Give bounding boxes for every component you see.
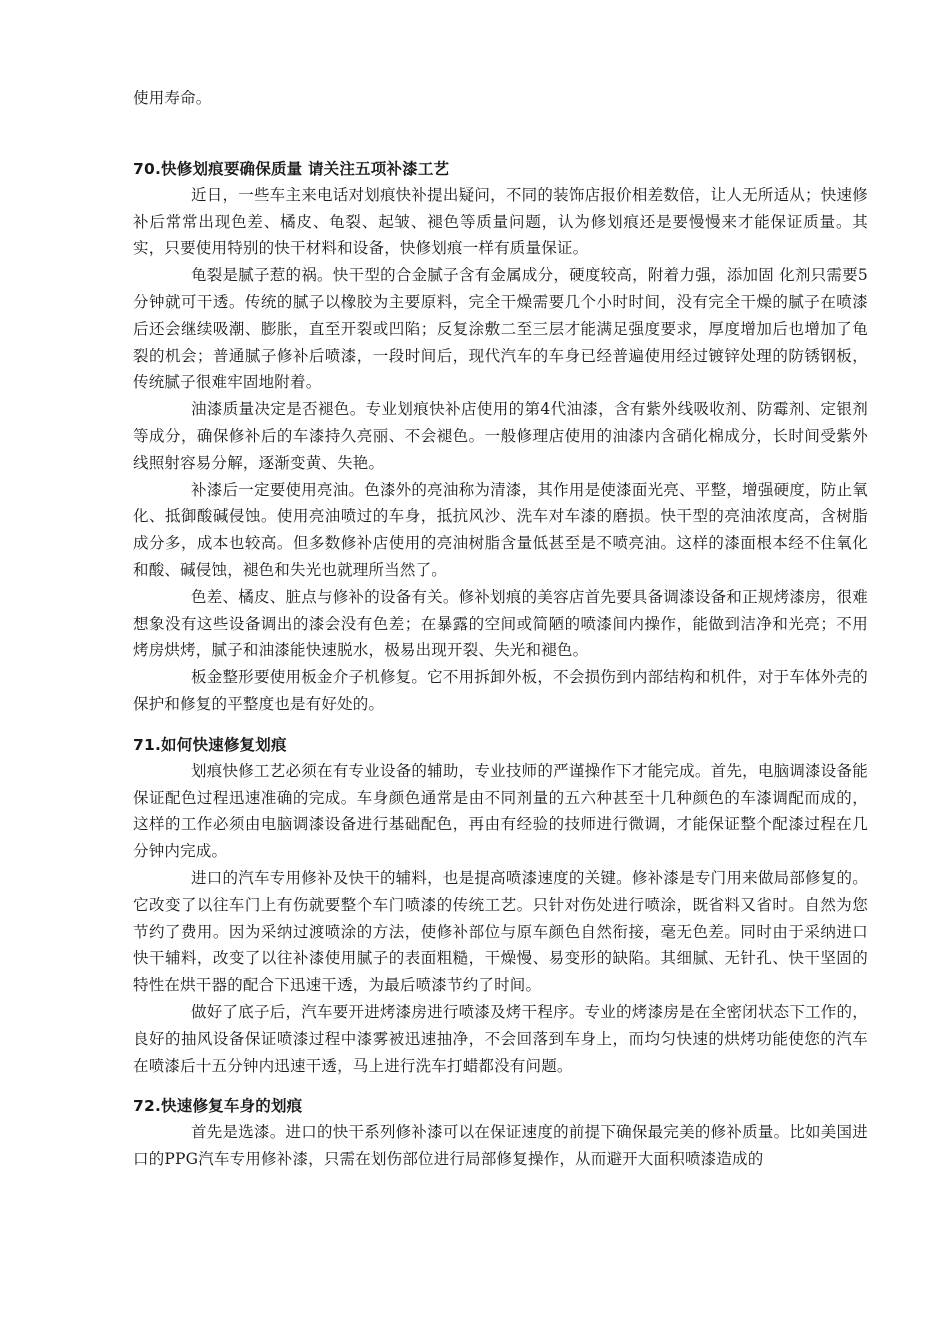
paragraph: 色差、橘皮、脏点与修补的设备有关。修补划痕的美容店首先要具备调漆设备和正规烤漆房，很难想象没有这些设备调出的漆会没有色差；在暴露的空间或简陋的喷漆间内操作，能做到洁净和光亮；不用烤房烘烤，腻子和油漆能快速脱水，极易出现开裂、失光和褪色。 [133, 587, 868, 660]
document-page [133, 85, 868, 1173]
section-heading: 72.快速修复车身的划痕 [133, 1097, 303, 1116]
paragraph: 进口的汽车专用修补及快干的辅料，也是提高喷漆速度的关键。修补漆是专门用来做局部修复的。它改变了以往车门上有伤就要整个车门喷漆的传统工艺。只针对伤处进行喷涂，既省料又省时。自然为您节约了费用。因为采纳过渡喷涂的方法，使修补部位与原车颜色自然衔接，毫无色差。同时由于采纳进口快干辅料，改变了以往补漆使用腻子的表面粗糙，干燥慢、易变形的缺陷。其细腻、无针孔、快干坚固的特性在烘干器的配合下迅速干透，为最后喷漆节约了时间。 [133, 868, 868, 995]
paragraph: 板金整形要使用板金介子机修复。它不用拆卸外板，不会损伤到内部结构和机件，对于车体外壳的保护和修复的平整度也是有好处的。 [133, 668, 868, 713]
paragraph: 做好了底子后，汽车要开进烤漆房进行喷漆及烤干程序。专业的烤漆房是在全密闭状态下工作的，良好的抽风设备保证喷漆过程中漆雾被迅速抽净，不会回落到车身上，而均匀快速的烘烤功能使您的汽车在喷漆后十五分钟内迅速干透，马上进行洗车打蜡都没有问题。 [133, 1002, 868, 1075]
paragraph: 龟裂是腻子惹的祸。快干型的合金腻子含有金属成分，硬度较高，附着力强，添加固 化剂只需要5分钟就可干透。传统的腻子以橡胶为主要原料，完全干燥需要几个小时时间，没有完全干燥的腻子在喷漆后还会继续吸潮、膨胀，直至开裂或凹陷；反复涂敷二至三层才能满足强度要求，厚度增加后也增加了龟裂的机会；普通腻子修补后喷漆，一段时间后，现代汽车的车身已经普遍使用经过镀锌处理的防锈钢板，传统腻子很难牢固地附着。 [133, 266, 868, 392]
paragraph: 划痕快修工艺必须在有专业设备的辅助，专业技师的严谨操作下才能完成。首先，电脑调漆设备能保证配色过程迅速准确的完成。车身颜色通常是由不同剂量的五六种甚至十几种颜色的车漆调配而成的，这样的工作必须由电脑调漆设备进行基础配色，再由有经验的技师进行微调，才能保证整个配漆过程在几分钟内完成。 [133, 761, 868, 861]
paragraph: 近日，一些车主来电话对划痕快补提出疑问，不同的装饰店报价相差数倍，让人无所适从；快速修补后常常出现色差、橘皮、龟裂、起皱、褪色等质量问题，认为修划痕还是要慢慢来才能保证质量。其实，只要使用特别的快干材料和设备，快修划痕一样有质量保证。 [133, 185, 868, 258]
paragraph: 补漆后一定要使用亮油。色漆外的亮油称为清漆，其作用是使漆面光亮、平整，增强硬度，防止氧化、抵御酸碱侵蚀。使用亮油喷过的车身，抵抗风沙、洗车对车漆的磨损。快干型的亮油浓度高，含树脂成分多，成本也较高。但多数修补店使用的亮油树脂含量低甚至是不喷亮油。这样的漆面根本经不住氧化和酸、碱侵蚀，褪色和失光也就理所当然了。 [133, 480, 868, 579]
paragraph: 首先是选漆。进口的快干系列修补漆可以在保证速度的前提下确保最完美的修补质量。比如美国进口的PPG汽车专用修补漆，只需在划伤部位进行局部修复操作，从而避开大面积喷漆造成的 [133, 1123, 868, 1169]
section-heading: 71.如何快速修复划痕 [133, 735, 287, 754]
section-71 [133, 732, 868, 1080]
section-70 [133, 156, 868, 718]
section-72 [133, 1093, 868, 1173]
paragraph: 油漆质量决定是否褪色。专业划痕快补店使用的第4代油漆，含有紫外线吸收剂、防霉剂、定银剂等成分，确保修补后的车漆持久亮丽、不会褪色。一般修理店使用的油漆内含硝化棉成分，长时间受紫外线照射容易分解，逐渐变黄、失艳。 [133, 400, 868, 472]
intro-tail: 使用寿命。 [133, 89, 212, 107]
section-heading: 70.快修划痕要确保质量 请关注五项补漆工艺 [133, 159, 450, 178]
